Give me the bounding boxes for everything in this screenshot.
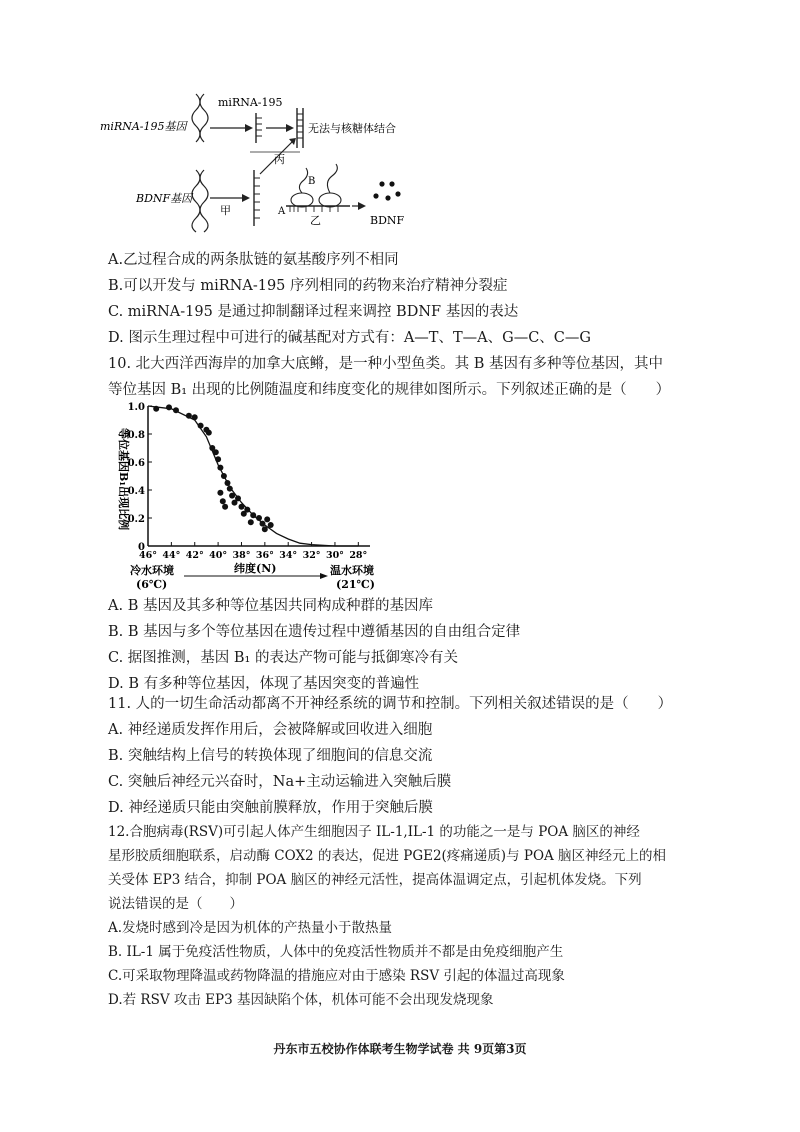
data-point [262, 526, 268, 532]
q10-stem-line1: 10. 北大西洋西海岸的加拿大底鳉，是一种小型鱼类。其 B 基因有多种等位基因，其中 [108, 356, 664, 372]
data-point [198, 423, 204, 429]
data-point [250, 512, 256, 518]
data-point [221, 473, 227, 479]
left-note: 冷水环境 [130, 564, 174, 577]
q9-option-a: A.乙过程合成的两条肽链的氨基酸序列不相同 [108, 252, 399, 268]
y-tick-label: 0.2 [127, 514, 145, 525]
data-point [215, 456, 221, 462]
q9-option-c: C. miRNA-195 是通过抑制翻译过程来调控 BDNF 基因的表达 [108, 304, 519, 320]
a-label: A [278, 206, 286, 217]
x-tick-label: 38° [232, 550, 251, 561]
x-tick-label: 28° [349, 550, 368, 561]
data-point [229, 493, 235, 499]
q12-stem-line4: 说法错误的是（ ） [108, 896, 243, 912]
q10-option-d: D. B 有多种等位基因，体现了基因突变的普遍性 [108, 676, 420, 692]
y-tick-label: 0.4 [127, 486, 145, 497]
left-temp: (6℃) [136, 578, 168, 590]
data-point [192, 414, 198, 420]
data-point [206, 430, 212, 436]
data-point [248, 519, 254, 525]
q10-stem-line2: 等位基因 B₁ 出现的比例随温度和纬度变化的规律如图所示。下列叙述正确的是（ ） [108, 382, 671, 398]
page-footer: 丹东市五校协作体联考生物学试卷 共 9页第3页 [273, 1042, 527, 1056]
jia-label: 甲 [220, 204, 231, 217]
right-note: 温水环境 [330, 564, 374, 577]
q11-option-b: B. 突触结构上信号的转换体现了细胞间的信息交流 [108, 748, 433, 764]
data-point [256, 515, 262, 521]
q12-option-c: C.可采取物理降温或药物降温的措施应对由于感染 RSV 引起的体温过高现象 [108, 968, 565, 984]
fit-curve [148, 406, 358, 546]
gene-regulation-diagram [100, 88, 440, 233]
q9-option-b: B.可以开发与 miRNA-195 序列相同的药物来治疗精神分裂症 [108, 278, 508, 294]
b1-latitude-chart [108, 398, 398, 590]
data-point [217, 490, 223, 496]
data-point [244, 507, 250, 513]
data-point [268, 522, 274, 528]
y-axis-label: 等位基因B₁出现比例 [117, 428, 130, 531]
y-tick-label: 0.6 [127, 458, 145, 469]
mirna-label: miRNA-195 [218, 96, 283, 109]
data-point [213, 449, 219, 455]
x-tick-label: 32° [302, 550, 321, 561]
data-point [260, 521, 266, 527]
q12-stem-line3: 关受体 EP3 结合，抑制 POA 脑区的神经元活性，提高体温调定点，引起机体发烧。下列 [108, 872, 642, 888]
q10-option-b: B. B 基因与多个等位基因在遗传过程中遵循基因的自由组合定律 [108, 624, 521, 640]
bing-label: 丙 [274, 153, 285, 166]
q11-option-c: C. 突触后神经元兴奋时，Na+主动运输进入突触后膜 [108, 774, 452, 790]
data-point [186, 413, 192, 419]
x-tick-label: 34° [279, 550, 298, 561]
q12-option-d: D.若 RSV 攻击 EP3 基因缺陷个体，机体可能不会出现发烧现象 [108, 992, 494, 1008]
data-point [227, 486, 233, 492]
mirna-gene-helix [192, 94, 208, 142]
q11-option-d: D. 神经递质只能由突触前膜释放，作用于突触后膜 [108, 800, 433, 816]
q10-option-a: A. B 基因及其多种等位基因共同构成种群的基因库 [108, 598, 433, 614]
q9-option-d: D. 图示生理过程中可进行的碱基配对方式有：A—T、T—A、G—C、C—G [108, 330, 591, 346]
bdnf-gene-helix [192, 170, 208, 232]
y-tick-label: 0.8 [127, 430, 145, 441]
data-point [166, 404, 172, 410]
data-point [239, 504, 245, 510]
x-tick-label: 42° [185, 550, 204, 561]
mirna-gene-label: miRNA-195基因 [100, 120, 187, 133]
x-axis-label: 纬度(N) [234, 562, 277, 575]
data-point [217, 465, 223, 471]
x-tick-label: 30° [325, 550, 344, 561]
data-point [225, 480, 231, 486]
q11-option-a: A. 神经递质发挥作用后，会被降解或回收进入细胞 [108, 722, 433, 738]
x-tick-label: 46° [139, 550, 157, 561]
bdnf-label: BDNF [370, 214, 405, 227]
bdnf-gene-label: BDNF基因 [136, 192, 193, 205]
data-point [235, 495, 241, 501]
data-point [222, 504, 228, 510]
q11-stem: 11. 人的一切生命活动都离不开神经系统的调节和控制。下列相关叙述错误的是（ ） [108, 696, 673, 712]
q12-stem-line2: 星形胶质细胞联系，启动酶 COX2 的表达，促进 PGE2(疼痛递质)与 POA 脑区神经元上的相 [108, 848, 667, 864]
data-point [173, 407, 179, 413]
q12-stem-line1: 12.合胞病毒(RSV)可引起人体产生细胞因子 IL-1,IL-1 的功能之一是与 POA 脑区的神经 [108, 824, 640, 840]
x-tick-label: 36° [255, 550, 274, 561]
data-point [264, 516, 270, 522]
q12-option-b: B. IL-1 属于免疫活性物质，人体中的免疫活性物质并不都是由免疫细胞产生 [108, 944, 564, 960]
yi-label: 乙 [310, 214, 321, 227]
y-tick-label: 1.0 [127, 402, 145, 413]
b-label: B [308, 176, 316, 187]
right-temp: (21℃) [336, 578, 375, 590]
x-tick-label: 44° [162, 550, 181, 561]
y-tick-label: 0 [138, 542, 145, 553]
q10-option-c: C. 据图推测，基因 B₁ 的表达产物可能与抵御寒冷有关 [108, 650, 458, 666]
x-tick-label: 40° [209, 550, 228, 561]
data-point [153, 406, 159, 412]
no-bind-label: 无法与核糖体结合 [308, 122, 396, 135]
q12-option-a: A.发烧时感到冷是因为机体的产热量小于散热量 [108, 920, 393, 936]
data-point [220, 498, 226, 504]
